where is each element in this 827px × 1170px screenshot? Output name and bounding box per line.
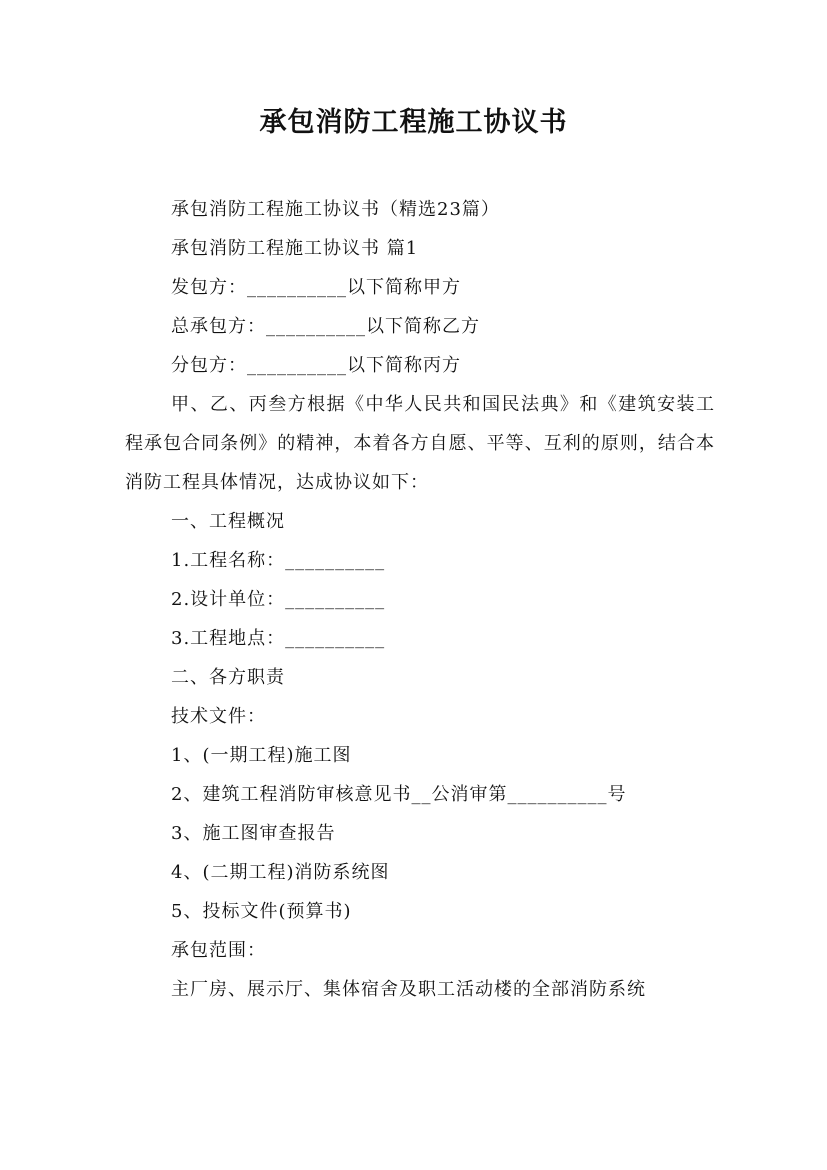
paragraph-doc-item-5: 5、投标文件(预算书)	[171, 901, 352, 922]
paragraph-scope-heading: 承包范围：	[171, 940, 266, 961]
paragraph-doc-item-3: 3、施工图审查报告	[171, 823, 336, 844]
paragraph-design-unit: 2.设计单位：__________	[171, 589, 386, 610]
document-body	[125, 190, 715, 1009]
paragraph-party-a: 发包方：__________以下简称甲方	[171, 277, 461, 298]
document-title: 承包消防工程施工协议书	[259, 107, 568, 138]
paragraph-doc-item-1: 1、(一期工程)施工图	[171, 745, 352, 766]
paragraph-scope-content: 主厂房、展示厅、集体宿舍及职工活动楼的全部消防系统	[171, 979, 646, 1000]
paragraph-project-location: 3.工程地点：__________	[171, 628, 386, 649]
paragraph-preamble: 甲、乙、丙叁方根据《中华人民共和国民法典》和《建筑安装工程承包合同条例》的精神，本着各方自愿、平等、互利的原则，结合本消防工程具体情况，达成协议如下：	[125, 394, 715, 493]
paragraph-party-c: 分包方：__________以下简称丙方	[171, 355, 461, 376]
paragraph-project-name: 1.工程名称：__________	[171, 550, 386, 571]
paragraph-duties-heading: 二、各方职责	[171, 667, 285, 688]
paragraph-subtitle: 承包消防工程施工协议书（精选23篇）	[171, 199, 500, 220]
paragraph-section-heading: 承包消防工程施工协议书 篇1	[171, 238, 419, 259]
paragraph-party-b: 总承包方：__________以下简称乙方	[171, 316, 480, 337]
paragraph-technical-docs: 技术文件：	[171, 706, 266, 727]
paragraph-doc-item-2: 2、建筑工程消防审核意见书__公消审第__________号	[171, 784, 627, 805]
paragraph-doc-item-4: 4、(二期工程)消防系统图	[171, 862, 390, 883]
paragraph-overview-heading: 一、工程概况	[171, 511, 285, 532]
